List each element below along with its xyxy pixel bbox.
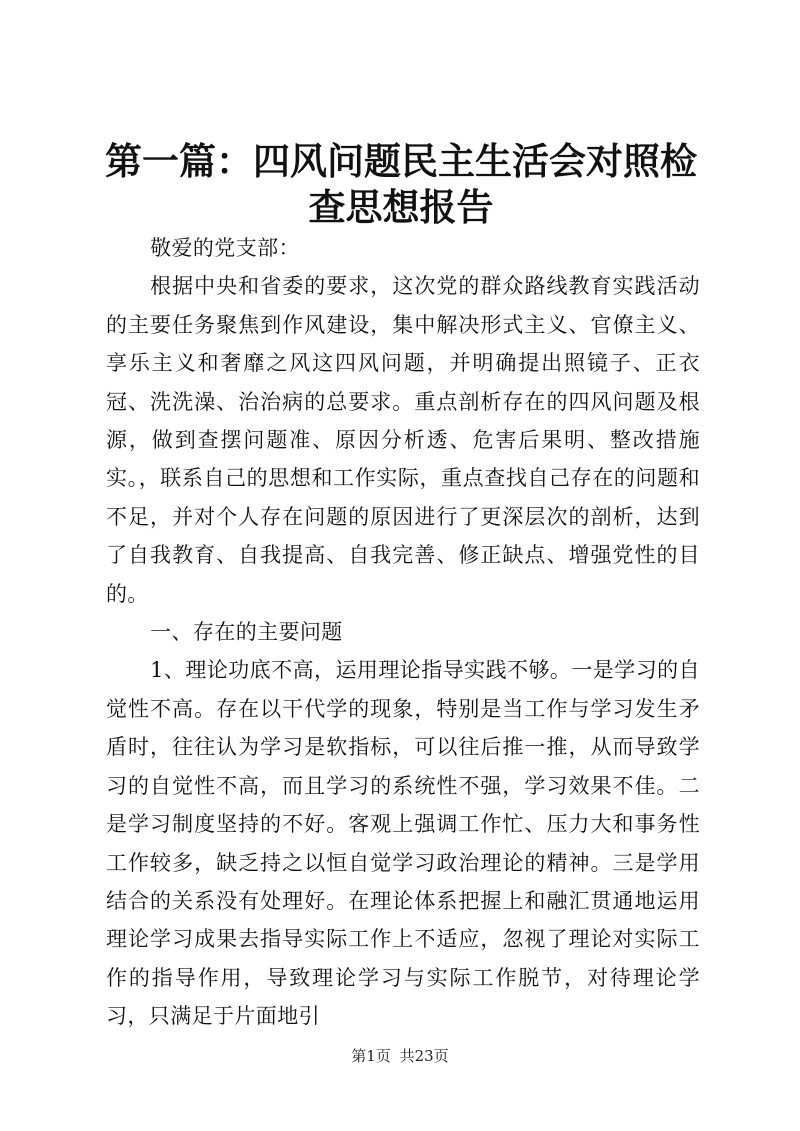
paragraph-problem-1: 1、理论功底不高，运用理论指导实践不够。一是学习的自觉性不高。存在以干代学的现象，特别是当工作与学习发生矛盾时，往往认为学习是软指标，可以往后推一推，从而导致学习的自觉性不高，而且学习的系统性不强，学习效果不佳。二是学习制度坚持的不好。客观上强调工作忙、压力大和事务性工作较多，缺乏持之以恒自觉学习政治理论的精神。三是学用结合的关系没有处理好。在理论体系把握上和融汇贯通地运用理论学习成果去指导实际工作上不适应，忽视了理论对实际工作的指导作用，导致理论学习与实际工作脱节，对待理论学习，只满足于片面地引 — [106, 658, 700, 1029]
document-body — [106, 229, 700, 1036]
page-footer — [0, 1045, 800, 1066]
document-title: 第一篇：四风问题民主生活会对照检查思想报告 — [105, 139, 697, 229]
section-heading: 一、存在的主要问题 — [150, 620, 343, 645]
page-total: 共23页 — [399, 1047, 449, 1065]
page-number: 第1页 — [351, 1047, 391, 1065]
paragraph-intro: 根据中央和省委的要求，这次党的群众路线教育实践活动的主要任务聚焦到作风建设，集中解决形式主义、官僚主义、享乐主义和奢靡之风这四风问题，并明确提出照镜子、正衣冠、洗洗澡、治治病的总要求。重点剖析存在的四风问题及根源，做到查摆问题准、原因分析透、危害后果明、整改措施实。，联系自己的思想和工作实际，重点查找自己存在的问题和不足，并对个人存在问题的原因进行了更深层次的剖析，达到了自我教育、自我提高、自我完善、修正缺点、增强党性的目的。 — [106, 274, 700, 606]
salutation: 敬爱的党支部： — [150, 236, 300, 260]
